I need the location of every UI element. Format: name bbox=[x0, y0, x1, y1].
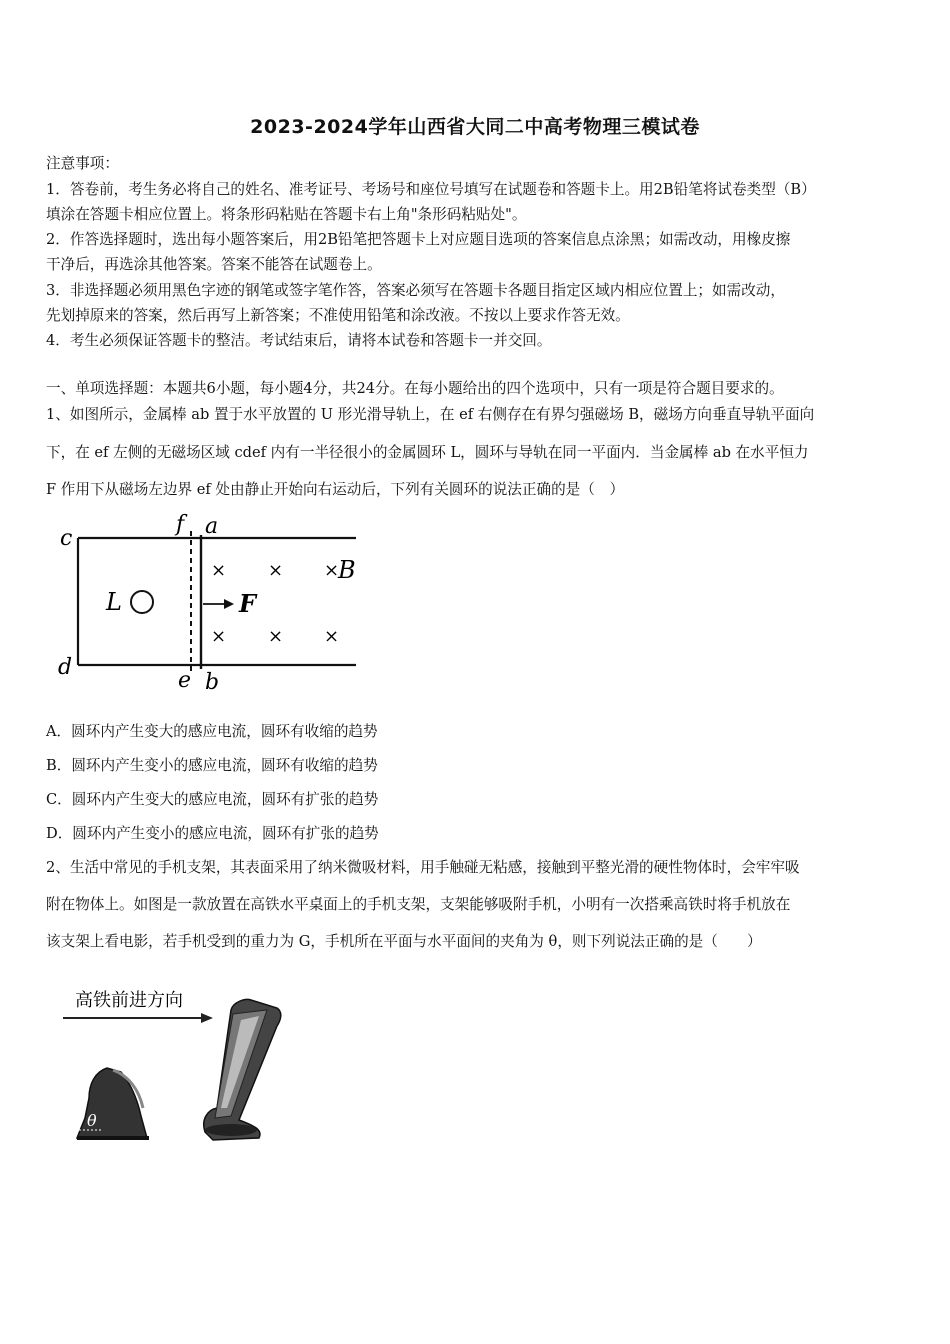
question-2-line: 该支架上看电影，若手机受到的重力为 G，手机所在平面与水平面间的夹角为 θ，则下列说法正确的是（ ） bbox=[46, 933, 762, 950]
label-d: d bbox=[58, 655, 73, 680]
field-cross: × bbox=[268, 626, 284, 647]
label-e: e bbox=[178, 668, 192, 693]
question-2-line: 附在物体上。如图是一款放置在高铁水平桌面上的手机支架，支架能够吸附手机，小明有一次搭乘高铁时将手机放在 bbox=[46, 896, 791, 913]
notice-line: 2．作答选择题时，选出每小题答案后，用2B铅笔把答题卡上对应题目选项的答案信息点涂黑；如需改动，用橡皮擦 bbox=[46, 231, 791, 248]
notice-line: 填涂在答题卡相应位置上。将条形码粘贴在答题卡右上角"条形码粘贴处"。 bbox=[46, 206, 527, 223]
question-2-line: 2、生活中常见的手机支架，其表面采用了纳米微吸材料，用手触碰无粘感，接触到平整光滑的硬性物体时，会牢牢吸 bbox=[46, 859, 800, 876]
phone-holder-figure bbox=[55, 980, 295, 1150]
notice-line: 干净后，再选涂其他答案。答案不能答在试题卷上。 bbox=[46, 256, 382, 273]
notice-heading: 注意事项： bbox=[46, 155, 119, 172]
page-title: 2023-2024学年山西省大同二中高考物理三模试卷 bbox=[250, 116, 700, 138]
notice-line: 3．非选择题必须用黑色字迹的钢笔或签字笔作答，答案必须写在答题卡各题目指定区域内相应位置上；如需改动， bbox=[46, 282, 785, 299]
question-1-line: 下，在 ef 左侧的无磁场区域 cdef 内有一半径很小的金属圆环 L，圆环与导轨在同一平面内．当金属棒 ab 在水平恒力 bbox=[46, 444, 809, 461]
option-b[interactable]: B．圆环内产生变小的感应电流，圆环有收缩的趋势 bbox=[46, 757, 378, 774]
label-B: B bbox=[338, 556, 356, 584]
label-c: c bbox=[60, 526, 73, 551]
option-a[interactable]: A．圆环内产生变大的感应电流，圆环有收缩的趋势 bbox=[46, 723, 378, 740]
notice-line: 4．考生必须保证答题卡的整洁。考试结束后，请将本试卷和答题卡一并交回。 bbox=[46, 332, 552, 349]
field-cross: × bbox=[268, 560, 284, 581]
question-1-line: 1、如图所示，金属棒 ab 置于水平放置的 U 形光滑导轨上，在 ef 右侧存在有界匀强磁场 B，磁场方向垂直导轨平面向 bbox=[46, 406, 815, 423]
label-F: F bbox=[239, 589, 257, 618]
notice-line: 1．答卷前，考生务必将自己的姓名、准考证号、考场号和座位号填写在试题卷和答题卡上。用2B铅笔将试卷类型（B） bbox=[46, 181, 816, 198]
label-f: f bbox=[176, 512, 185, 537]
field-cross: × bbox=[324, 560, 340, 581]
option-c[interactable]: C．圆环内产生变大的感应电流，圆环有扩张的趋势 bbox=[46, 791, 379, 808]
rail-magnetic-field-figure bbox=[50, 505, 380, 695]
label-b: b bbox=[205, 670, 220, 695]
label-L: L bbox=[106, 588, 122, 616]
question-1-line: F 作用下从磁场左边界 ef 处由静止开始向右运动后，下列有关圆环的说法正确的是（ ） bbox=[46, 481, 625, 498]
train-direction-label: 高铁前进方向 bbox=[75, 990, 183, 1011]
notice-line: 先划掉原来的答案，然后再写上新答案；不准使用铅笔和涂改液。不按以上要求作答无效。 bbox=[46, 307, 630, 324]
label-a: a bbox=[205, 514, 219, 539]
section-heading: 一、单项选择题：本题共6小题，每小题4分，共24分。在每小题给出的四个选项中，只有一项是符合题目要求的。 bbox=[46, 380, 784, 397]
option-d[interactable]: D．圆环内产生变小的感应电流，圆环有扩张的趋势 bbox=[46, 825, 379, 842]
field-cross: × bbox=[324, 626, 340, 647]
field-cross: × bbox=[211, 560, 227, 581]
angle-theta-label: θ bbox=[87, 1111, 97, 1130]
field-cross: × bbox=[211, 626, 227, 647]
